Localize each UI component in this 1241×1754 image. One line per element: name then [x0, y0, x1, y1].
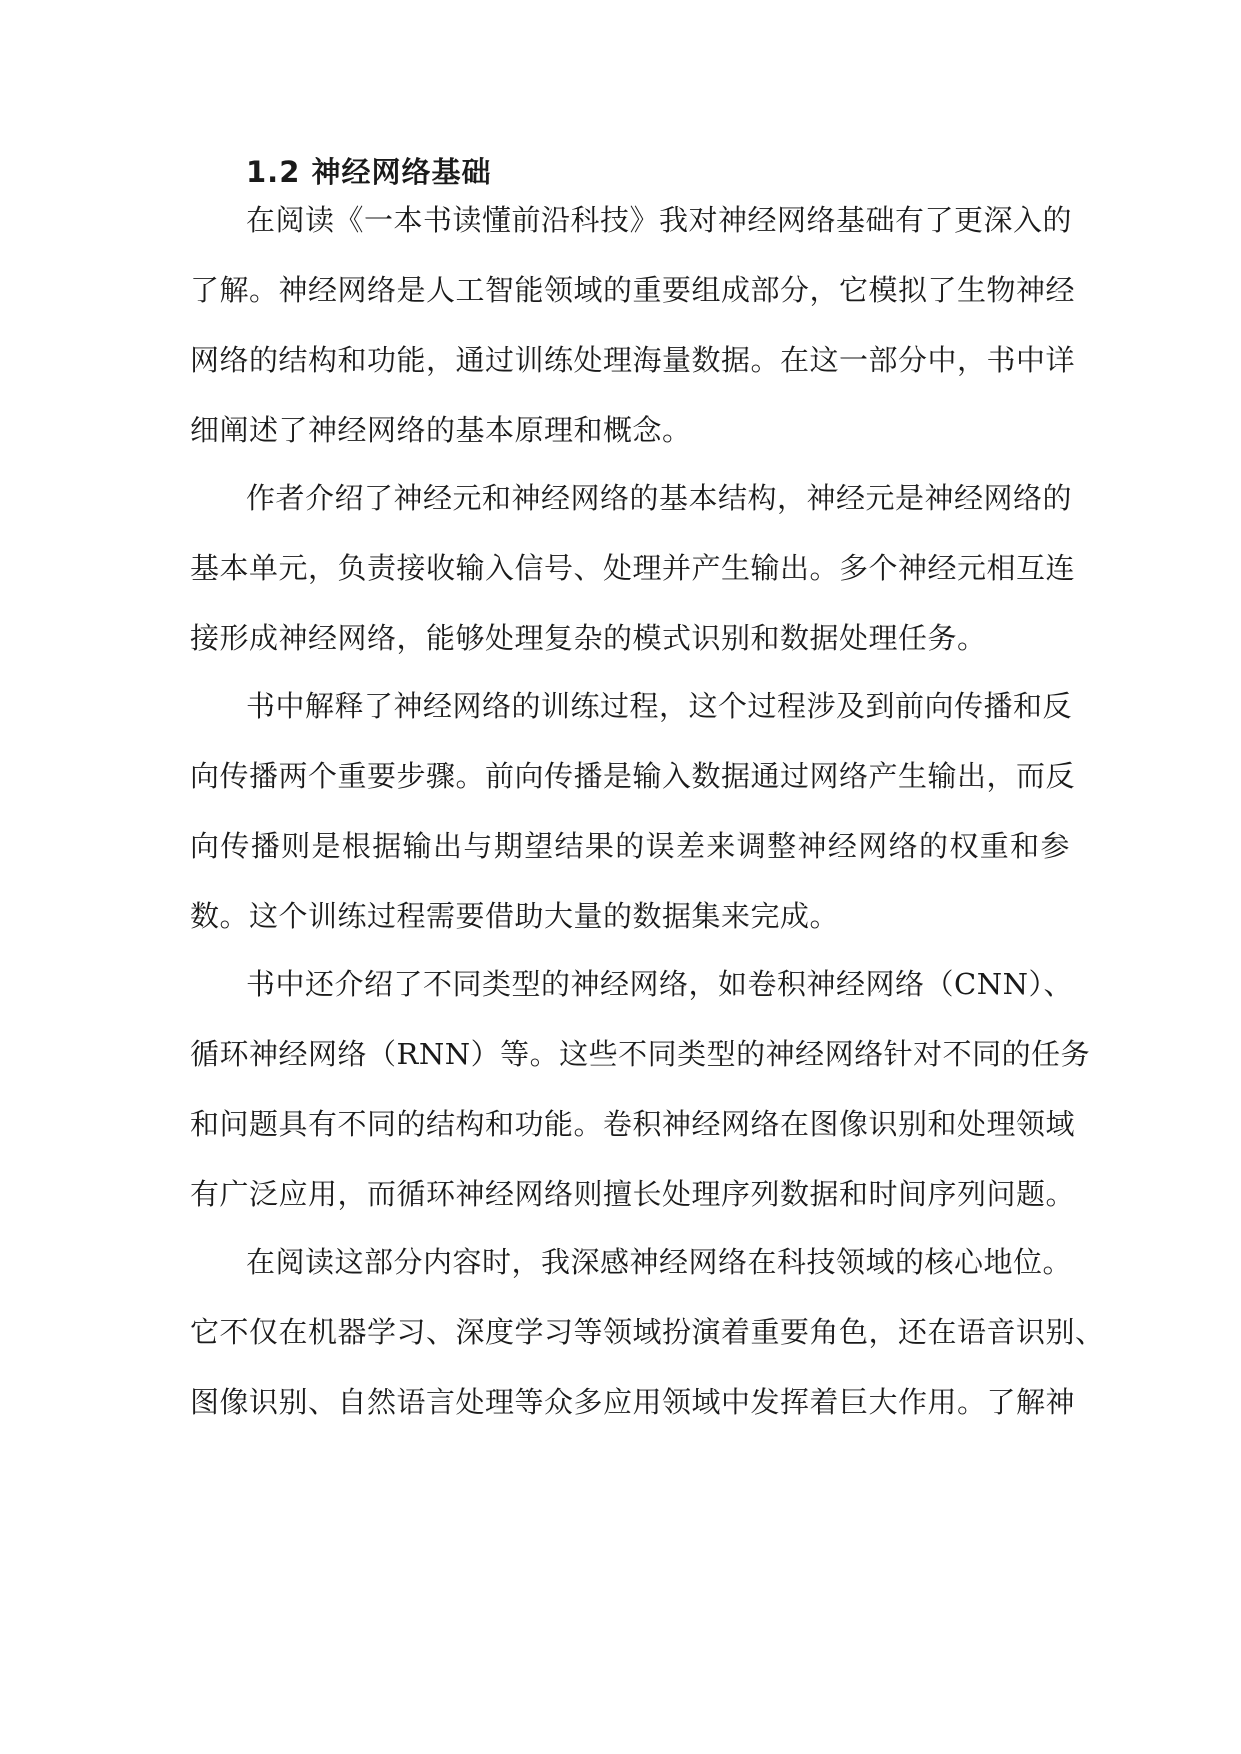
paragraph-2-line-2: 基本单元，负责接收输入信号、处理并产生输出。多个神经元相互连 [190, 551, 1076, 585]
paragraph-1-line-1: 在阅读《一本书读懂前沿科技》我对神经网络基础有了更深入的 [246, 203, 1073, 237]
paragraph-2-line-3: 接形成神经网络，能够处理复杂的模式识别和数据处理任务。 [190, 621, 987, 655]
paragraph-3-line-2: 向传播两个重要步骤。前向传播是输入数据通过网络产生输出，而反 [190, 759, 1076, 793]
paragraph-1-line-2: 了解。神经网络是人工智能领域的重要组成部分，它模拟了生物神经 [190, 273, 1076, 307]
paragraph-4-line-3: 和问题具有不同的结构和功能。卷积神经网络在图像识别和处理领域 [190, 1107, 1076, 1141]
paragraph-4-line-4: 有广泛应用，而循环神经网络则擅长处理序列数据和时间序列问题。 [190, 1177, 1076, 1211]
paragraph-2-line-1: 作者介绍了神经元和神经网络的基本结构，神经元是神经网络的 [246, 481, 1073, 515]
paragraph-4-line-2: 循环神经网络（RNN）等。这些不同类型的神经网络针对不同的任务 [190, 1037, 1091, 1071]
paragraph-5-line-2: 它不仅在机器学习、深度学习等领域扮演着重要角色，还在语音识别、 [190, 1315, 1105, 1349]
paragraph-4-line-1: 书中还介绍了不同类型的神经网络，如卷积神经网络（CNN）、 [246, 967, 1073, 1001]
section-heading: 1.2 神经网络基础 [246, 155, 492, 189]
paragraph-3-line-1: 书中解释了神经网络的训练过程，这个过程涉及到前向传播和反 [246, 689, 1073, 723]
paragraph-5-line-1: 在阅读这部分内容时，我深感神经网络在科技领域的核心地位。 [246, 1245, 1073, 1279]
paragraph-3-line-3: 向传播则是根据输出与期望结果的误差来调整神经网络的权重和参 [190, 829, 1070, 863]
paragraph-1-line-4: 细阐述了神经网络的基本原理和概念。 [190, 413, 692, 447]
paragraph-5-line-3: 图像识别、自然语言处理等众多应用领域中发挥着巨大作用。了解神 [190, 1385, 1076, 1419]
paragraph-1-line-3: 网络的结构和功能，通过训练处理海量数据。在这一部分中，书中详 [190, 343, 1076, 377]
paragraph-3-line-4: 数。这个训练过程需要借助大量的数据集来完成。 [190, 899, 840, 933]
